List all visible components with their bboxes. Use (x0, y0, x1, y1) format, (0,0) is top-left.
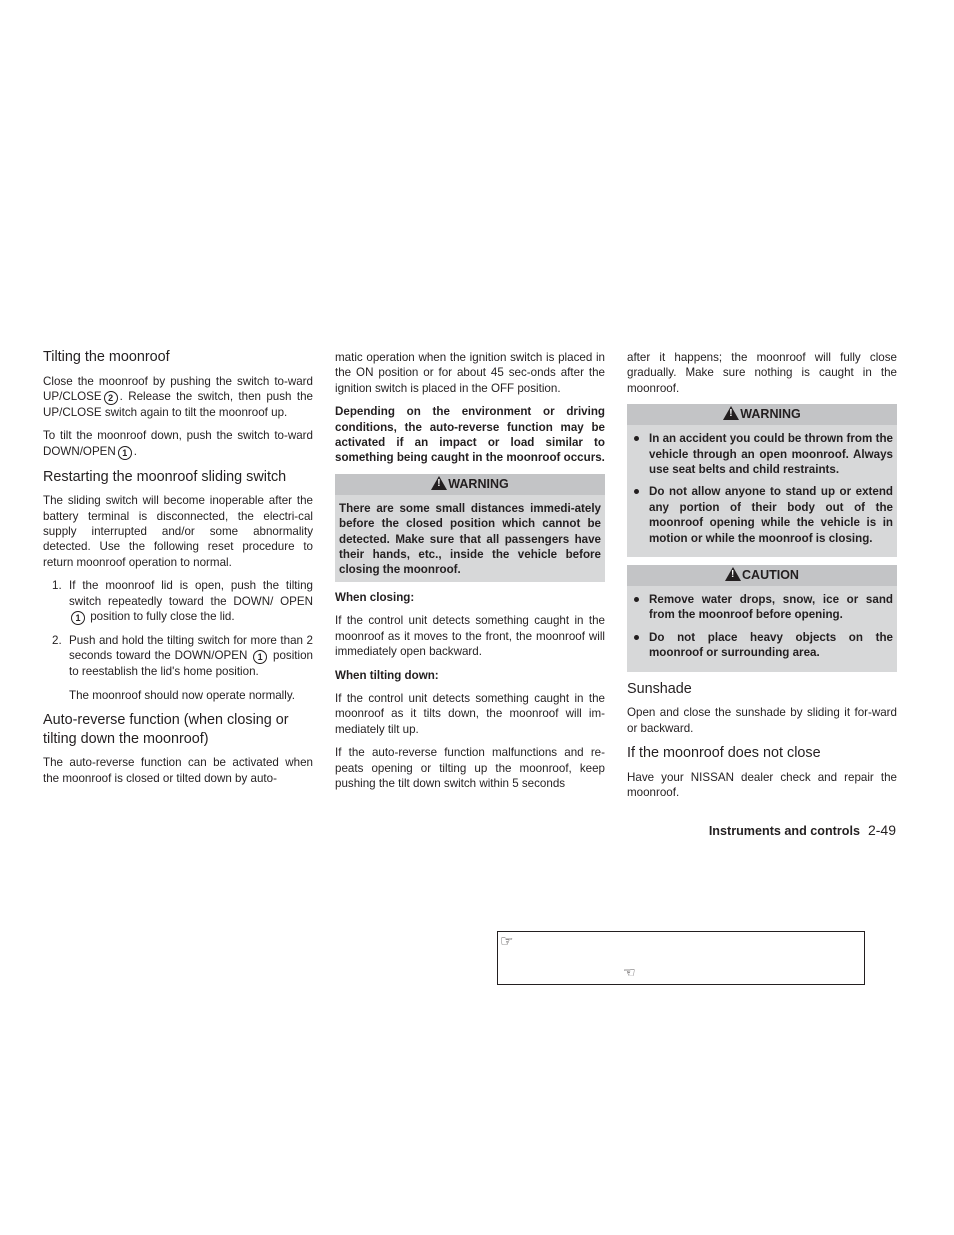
reset-steps-list (43, 578, 313, 680)
warning-header: !WARNING (627, 404, 897, 425)
page-number: 2-49 (867, 822, 896, 838)
sunshade-heading: Sunshade (627, 680, 692, 697)
restarting-paragraph: The sliding switch will become inoperable after the battery terminal is disconnected, the electri-cal supply interrupted and/or some abnormality detected. Use the following reset procedure to return moonroof operation to normal. (43, 494, 313, 569)
circled-number-1-icon: 1 (253, 650, 267, 664)
column-middle (335, 348, 605, 799)
when-tilting-label: When tilting down: (335, 668, 439, 682)
circled-number-1-icon: 1 (118, 446, 132, 460)
tilting-paragraph-1: Close the moonroof by pushing the switch to-ward UP/CLOSE 2 . Release the switch, then push the UP/CLOSE switch again to tilt the moonroof up. (43, 374, 313, 419)
warning-body (627, 425, 897, 557)
caution-header: !CAUTION (627, 565, 897, 586)
continued-paragraph: after it happens; the moonroof will fully close gradually. Make sure nothing is caught in the moonroof. (627, 351, 897, 395)
warning-box (335, 474, 605, 582)
circled-number-2-icon: 2 (104, 391, 118, 405)
list-item: 2. Push and hold the tilting switch for more than 2 seconds toward the DOWN/OPEN 1 position to reestablish the lid's home position. (52, 634, 313, 679)
when-tilting-paragraph: If the control unit detects something caught in the moonroof as it tilts down, the moonroof will im-mediately tilt up. (335, 691, 605, 736)
warning-triangle-icon (431, 476, 447, 490)
pointing-hand-left-icon: ☜ (623, 964, 636, 980)
reference-frame (497, 931, 865, 985)
warning-triangle-icon (723, 406, 739, 420)
column-right (627, 348, 897, 808)
tilting-paragraph-2: To tilt the moonroof down, push the switch to-ward DOWN/OPEN 1 . (43, 429, 313, 458)
warning-header: !WARNING (335, 474, 605, 495)
not-close-paragraph: Have your NISSAN dealer check and repair the moonroof. (627, 770, 897, 799)
caution-body (627, 586, 897, 672)
when-closing-paragraph: If the control unit detects something caught in the moonroof as it moves to the front, the moonroof will immediately open backward. (335, 614, 605, 659)
auto-reverse-paragraph: The auto-reverse function can be activated when the moonroof is closed or tilted down by auto- (43, 756, 313, 785)
list-item: Do not place heavy objects on the moonroof or surrounding area. (631, 630, 893, 661)
list-item: In an accident you could be thrown from the vehicle through an open moonroof. Always use seat belts and child restraints. (631, 431, 893, 477)
circled-number-1-icon: 1 (71, 611, 85, 625)
malfunction-paragraph: If the auto-reverse function malfunctions and re-peats opening or tilting up the moonroof, keep pushing the tilt down switch within 5 seconds (335, 746, 605, 790)
caution-box (627, 565, 897, 672)
step-note: The moonroof should now operate normally. (69, 688, 295, 702)
warning-box (627, 404, 897, 557)
list-item: Remove water drops, snow, ice or sand from the moonroof before opening. (631, 592, 893, 623)
list-item: Do not allow anyone to stand up or extend any portion of their body out of the moonroof opening while the vehicle is in motion or while the moonroof is closing. (631, 484, 893, 546)
column-left (43, 348, 313, 794)
warning-body: There are some small distances immedi-ately before the closed position which cannot be detected. Make sure that all passengers have their hands, etc., inside the vehicle before closing the moonroof. (339, 501, 601, 577)
list-item: 1. If the moonroof lid is open, push the tilting switch repeatedly toward the DOWN/ OPEN 1 position to fully close the lid. (52, 579, 313, 624)
pointing-hand-icon: ☞ (500, 933, 514, 950)
sunshade-paragraph: Open and close the sunshade by sliding it for-ward or backward. (627, 706, 897, 735)
tilting-heading: Tilting the moonroof (43, 349, 170, 365)
not-close-heading: If the moonroof does not close (627, 745, 821, 761)
when-closing-label: When closing: (335, 590, 415, 604)
auto-reverse-heading: Auto-reverse function (when closing or tilting down the moonroof) (43, 712, 289, 747)
restarting-heading: Restarting the moonroof sliding switch (43, 468, 287, 485)
continued-paragraph: matic operation when the ignition switch is placed in the ON position or for about 45 sec-onds after the ignition switch is placed in the OFF position. (335, 351, 605, 395)
caution-triangle-icon (725, 567, 741, 581)
bold-note: Depending on the environment or driving conditions, the auto-reverse function may be activated if an impact or load similar to something being caught in the moonroof occurs. (335, 405, 605, 465)
page-footer (709, 822, 896, 838)
section-title: Instruments and controls (708, 824, 860, 838)
